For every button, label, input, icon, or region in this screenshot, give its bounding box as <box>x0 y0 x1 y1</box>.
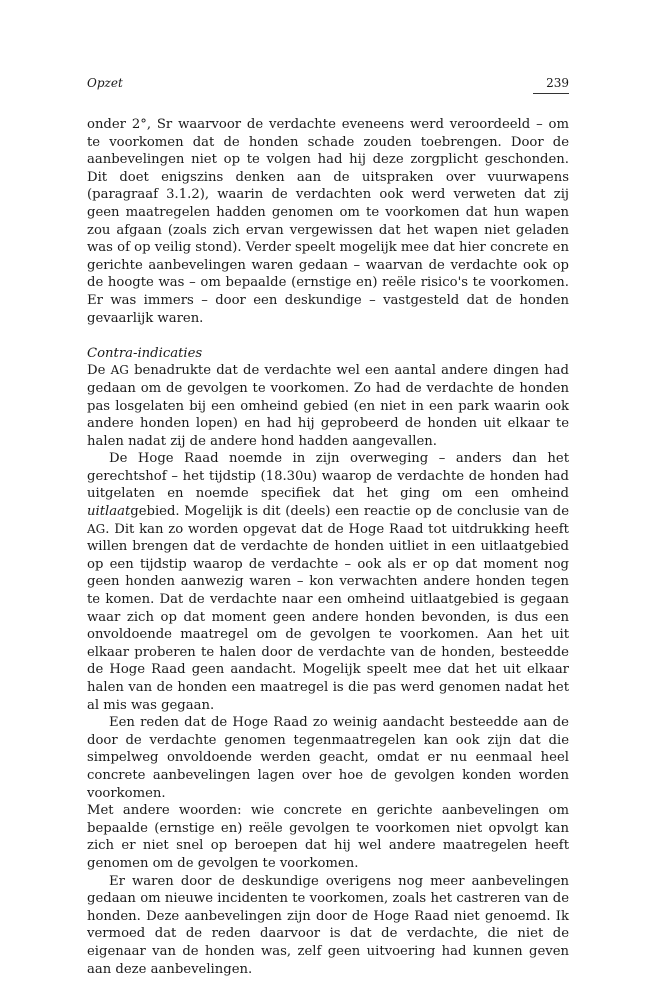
paragraph-3-text-b: gebied. Mogelijk is dit (deels) een reactie op de conclusie van de <box>130 504 569 520</box>
abbreviation-ag: AG <box>87 521 106 536</box>
paragraph-3-text-c: . Dit kan zo worden opgevat dat de Hoge Raad tot uitdrukking heeft willen brengen dat de verdachte de honden uitliet in een uitlaatgebied op een tijdstip waarop de verdachte – ook als er op dat moment nog geen honden aanwezig waren – kon verwachten andere honden tegen te komen. Dat de verdachte naar een omheind uitlaatgebied is gegaan waar zich op dat moment geen andere honden bevonden, is dus een onvoldoende maatregel om de gevolgen te voorkomen. Aan het uit elkaar proberen te halen door de verdachte van de honden, besteedde de Hoge Raad geen aandacht. Mogelijk speelt mee dat het uit elkaar halen van de honden een maatregel is die pas werd genomen nadat het al mis was gegaan. <box>87 521 569 713</box>
paragraph-3 <box>87 450 569 714</box>
page-number-rule <box>533 93 569 94</box>
paragraph-2-text-b: benadrukte dat de verdachte wel een aantal andere dingen had gedaan om de gevolgen te voorkomen. Zo had de verdachte de honden pas losgelaten bij een omheind gebied (en niet in een park waarin ook andere honden lopen) en had hij geprobeerd de honden uit elkaar te halen nadat zij de andere hond hadden aangevallen. <box>87 363 569 449</box>
running-title: Opzet <box>87 76 123 90</box>
paragraph-5: Met andere woorden: wie concrete en gerichte aanbevelingen om bepaalde (ernstige en) reële gevolgen te voorkomen niet opvolgt kan zich er niet snel op beroepen dat hij wel andere maatregelen heeft genomen om de gevolgen te voorkomen. <box>87 803 569 871</box>
paragraph-2-text-a: De <box>87 363 111 379</box>
paragraph-1: onder 2°, Sr waarvoor de verdachte eveneens werd veroordeeld – om te voorkomen dat de honden schade zouden toebrengen. Door de aanbevelingen niet op te volgen had hij deze zorgplicht geschonden. Dit doet enigszins denken aan de uitspraken over vuurwapens (paragraaf 3.1.2), waarin de verdachten ook werd verweten dat zij geen maatregelen hadden genomen om te voorkomen dat hun wapen zou afgaan (zoals zich ervan vergewissen dat het wapen niet geladen was of op veilig stond). Verder speelt mogelijk mee dat hier concrete en gerichte aanbevelingen waren gedaan – waarvan de verdachte ook op de hoogte was – om bepaalde (ernstige en) reële risico's te voorkomen. Er was immers – door een deskundige – vastgesteld dat de honden gevaarlijk waren. <box>87 117 569 326</box>
emphasis-uitlaat: uitlaat <box>87 504 131 520</box>
paragraph-6: Er waren door de deskundige overigens nog meer aanbevelingen gedaan om nieuwe incidenten te voorkomen, zoals het castreren van de honden. Deze aanbevelingen zijn door de Hoge Raad niet genoemd. Ik vermoed dat de reden daarvoor is dat de verdachte, die niet de eigenaar van de honden was, zelf geen uitvoering had kunnen geven aan deze aanbevelingen. <box>87 873 569 977</box>
running-head <box>87 76 569 96</box>
paragraph-2 <box>87 362 569 450</box>
abbreviation-ag: AG <box>110 363 129 378</box>
page-number: 239 <box>546 76 569 90</box>
section-heading: Contra-indicaties <box>87 345 203 361</box>
paragraph-3-text-a: De Hoge Raad noemde in zijn overweging – anders dan het gerechtshof – het tijdstip (18.30u) waarop de verdachte de honden had uitgelaten en noemde specifiek dat het ging om een omheind <box>87 451 569 502</box>
body-text <box>87 116 569 978</box>
paragraph-4: Een reden dat de Hoge Raad zo weinig aandacht besteedde aan de door de verdachte genomen tegenmaatregelen kan ook zijn dat die simpelweg onvoldoende werden geacht, omdat er nu eenmaal heel concrete aanbevelingen lagen over hoe de gevolgen konden worden voorkomen. <box>87 715 569 801</box>
